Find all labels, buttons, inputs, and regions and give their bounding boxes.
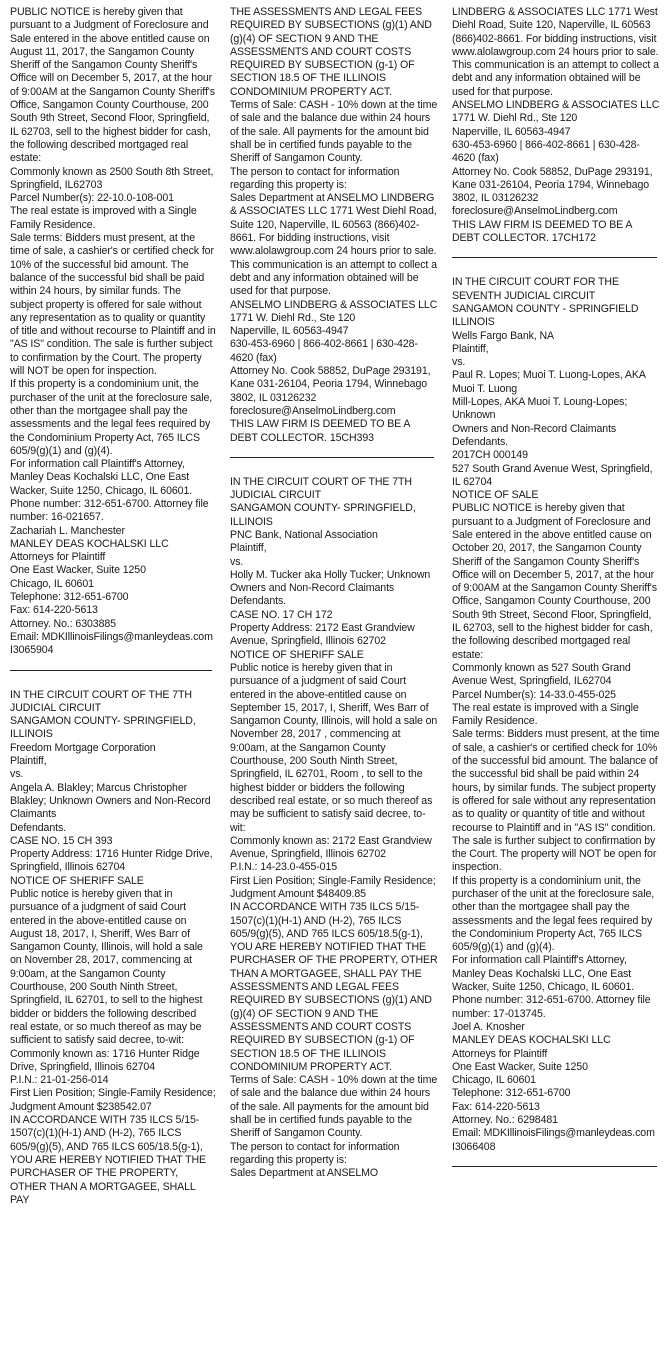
column-1 [0,0,222,1349]
notice-15ch393-continued: THE ASSESSMENTS AND LEGAL FEES REQUIRED BY SUBSECTIONS (g)(1) AND (g)(4) OF SECTION 9 AND THE ASSESSMENTS AND COURT COSTS REQUIRED BY SUBSECTION (g-1) OF SECTION 18.5 OF THE ILLINOIS CONDOMINIUM PROPERTY ACT. Terms of Sale: CASH - 10% down at the time of sale and the balance due within 24 hours of the sale. All payments for the amount bid shall be in certified funds payable to the Sheriff of Sangamon County. The person to contact for information regarding this property is: Sales Department at ANSELMO LINDBERG & ASSOCIATES LLC 1771 West Diehl Road, Suite 120, Naperville, IL 60563 (866)402-8661. For bidding instructions, visit www.alolawgroup.com 24 hours prior to sale. This communication is an attempt to collect a debt and any information obtained will be used for that purpose. ANSELMO LINDBERG & ASSOCIATES LLC 1771 W. Diehl Rd., Ste 120 Naperville, IL 60563-4947 630-453-6960 | 866-402-8661 | 630-428-4620 (fax) Attorney No. Cook 58852, DuPage 293191, Kane 031-26104, Peoria 1794, Winnebago 3802, IL 03126232 foreclosure@AnselmoLindberg.com THIS LAW FIRM IS DEEMED TO BE A DEBT COLLECTOR. 15CH393 [230,6,438,444]
notice-divider [10,670,212,671]
notice-2017ch000149: IN THE CIRCUIT COURT FOR THE SEVENTH JUDICIAL CIRCUIT SANGAMON COUNTY - SPRINGFIELD ILLINOIS Wells Fargo Bank, NA Plaintiff, vs. Paul R. Lopes; Muoi T. Luong-Lopes, AKA Muoi T. Luong Mill-Lopes, AKA Muoi T. Loung-Lopes; Unknown Owners and Non-Record Claimants Defendants. 2017CH 000149 527 South Grand Avenue West, Springfield, IL 62704 NOTICE OF SALE PUBLIC NOTICE is hereby given that pursuant to a Judgment of Foreclosure and Sale entered in the above entitled cause on October 20, 2017, the Sangamon County Sheriff of the Sangamon County Sheriff's Office will on December 5, 2017, at the hour of 9:00AM at the Sangamon County Sheriff's Office, Sangamon County Courthouse, 200 South 9th Street, Second Floor, Springfield, IL 62703, sell to the highest bidder for cash, the following described mortgaged real estate: Commonly known as 527 South Grand Avenue West, Springfield, IL62704 Parcel Number(s): 14-33.0-455-025 The real estate is improved with a Single Family Residence. Sale terms: Bidders must present, at the time of sale, a cashier's or certified check for 10% of the successful bid amount. The balance of the successful bid shall be paid within 24 hours, by similar funds. The subject property is offered for sale without any representation as to quality or quantity of title and without recourse to Plaintiff and in "AS IS" condition. The sale is further subject to confirmation by the Court. The property will NOT be open for inspection. If this property is a condominium unit, the purchaser of the unit at the foreclosure sale, other than the mortgagee shall pay the assessments and the legal fees required by the Condominium Property Act, 765 ILCS 605/9(g)(1) and (g)(4). For information call Plaintiff's Attorney, Manley Deas Kochalski LLC, One East Wacker, Suite 1250, Chicago, IL 60601. Phone number: 312-651-6700. Attorney file number: 17-013745. Joel A. Knosher MANLEY DEAS KOCHALSKI LLC Attorneys for Plaintiff One East Wacker, Suite 1250 Chicago, IL 60601 Telephone: 312-651-6700 Fax: 614-220-5613 Attorney. No.: 6298481 Email: MDKIllinoisFilings@manleydeas.com I3066408 [452,276,660,1153]
notice-divider [230,457,434,458]
notice-divider [452,257,657,258]
notice-17ch172-start: IN THE CIRCUIT COURT OF THE 7TH JUDICIAL CIRCUIT SANGAMON COUNTY- SPRINGFIELD, ILLINOIS PNC Bank, National Association Plaintiff, vs. Holly M. Tucker aka Holly Tucker; Unknown Owners and Non-Record Claimants Defendants. CASE NO. 17 CH 172 Property Address: 2172 East Grandview Avenue, Springfield, Illinois 62702 NOTICE OF SHERIFF SALE Public notice is hereby given that in pursuance of a judgment of said Court entered in the above-entitled cause on September 15, 2017, I, Sheriff, Wes Barr of Sangamon County, Illinois, will hold a sale on November 28, 2017 , commencing at 9:00am, at the Sangamon County Courthouse, 200 South Ninth Street, Springfield, IL 62701, Room , to sell to the highest bidder or bidders the following described real estate, or so much thereof as may be sufficient to satisfy said decree, to-wit: Commonly known as: 2172 East Grandview Avenue, Springfield, Illinois 62702 P.I.N.: 14-23.0-455-015 First Lien Position; Single-Family Residence; Judgment Amount $48409.85 IN ACCORDANCE WITH 735 ILCS 5/15-1507(c)(1)(H-1) AND (H-2), 765 ILCS 605/9(g)(5), AND 765 ILCS 605/18.5(g-1), YOU ARE HEREBY NOTIFIED THAT THE PURCHASER OF THE PROPERTY, OTHER THAN A MORTGAGEE, SHALL PAY THE ASSESSMENTS AND LEGAL FEES REQUIRED BY SUBSECTIONS (g)(1) AND (g)(4) OF SECTION 9 AND THE ASSESSMENTS AND COURT COSTS REQUIRED BY SUBSECTION (g-1) OF SECTION 18.5 OF THE ILLINOIS CONDOMINIUM PROPERTY ACT. Terms of Sale: CASH - 10% down at the time of sale and the balance due within 24 hours of the sale. All payments for the amount bid shall be in certified funds payable to the Sheriff of Sangamon County. The person to contact for information regarding this property is: Sales Department at ANSELMO [230,475,438,1180]
notice-foreclosure-2500-south-8th: PUBLIC NOTICE is hereby given that pursuant to a Judgment of Foreclosure and Sale entered in the above entitled cause on August 11, 2017, the Sangamon County Sheriff of the Sangamon County Sheriff's Office will on December 5, 2017, at the hour of 9:00AM at the Sangamon County Sheriff's Office, Sangamon County Courthouse, 200 South 9th Street, Second Floor, Springfield, IL 62703, sell to the highest bidder for cash, the following described mortgaged real estate: Commonly known as 2500 South 8th Street, Springfield, IL62703 Parcel Number(s): 22-10.0-108-001 The real estate is improved with a Single Family Residence. Sale terms: Bidders must present, at the time of sale, a cashier's or certified check for 10% of the successful bid amount. The balance of the successful bid shall be paid within 24 hours, by similar funds. The subject property is offered for sale without any representation as to quality or quantity of title and without recourse to Plaintiff and in "AS IS" condition. The sale is further subject to confirmation by the Court. The property will NOT be open for inspection. If this property is a condominium unit, the purchaser of the unit at the foreclosure sale, other than the mortgagee shall pay the assessments and the legal fees required by the Condominium Property Act, 765 ILCS 605/9(g)(1) and (g)(4). For information call Plaintiff's Attorney, Manley Deas Kochalski LLC, One East Wacker, Suite 1250, Chicago, IL 60601. Phone number: 312-651-6700. Attorney file number: 16-021657. Zachariah L. Manchester MANLEY DEAS KOCHALSKI LLC Attorneys for Plaintiff One East Wacker, Suite 1250 Chicago, IL 60601 Telephone: 312-651-6700 Fax: 614-220-5613 Attorney. No.: 6303885 Email: MDKIllinoisFilings@manleydeas.com I3065904 [10,6,216,657]
column-2 [222,0,444,1349]
notice-divider-bottom [452,1166,657,1167]
column-3 [444,0,667,1349]
notice-17ch172-continued: LINDBERG & ASSOCIATES LLC 1771 West Diehl Road, Suite 120, Naperville, IL 60563 (866)402-8661. For bidding instructions, visit www.alolawgroup.com 24 hours prior to sale. This communication is an attempt to collect a debt and any information obtained will be used for that purpose. ANSELMO LINDBERG & ASSOCIATES LLC 1771 W. Diehl Rd., Ste 120 Naperville, IL 60563-4947 630-453-6960 | 866-402-8661 | 630-428-4620 (fax) Attorney No. Cook 58852, DuPage 293191, Kane 031-26104, Peoria 1794, Winnebago 3802, IL 03126232 foreclosure@AnselmoLindberg.com THIS LAW FIRM IS DEEMED TO BE A DEBT COLLECTOR. 17CH172 [452,6,660,245]
notice-15ch393-start: IN THE CIRCUIT COURT OF THE 7TH JUDICIAL CIRCUIT SANGAMON COUNTY- SPRINGFIELD, ILLINOIS Freedom Mortgage Corporation Plaintiff, vs. Angela A. Blakley; Marcus Christopher Blakley; Unknown Owners and Non-Record Claimants Defendants. CASE NO. 15 CH 393 Property Address: 1716 Hunter Ridge Drive, Springfield, Illinois 62704 NOTICE OF SHERIFF SALE Public notice is hereby given that in pursuance of a judgment of said Court entered in the above-entitled cause on August 18, 2017, I, Sheriff, Wes Barr of Sangamon County, Illinois, will hold a sale on November 28, 2017, commencing at 9:00am, at the Sangamon County Courthouse, 200 South Ninth Street, Springfield, IL 62701, to sell to the highest bidder or bidders the following described real estate, or so much thereof as may be sufficient to satisfy said decree, to-wit: Commonly known as: 1716 Hunter Ridge Drive, Springfield, Illinois 62704 P.I.N.: 21-01-256-014 First Lien Position; Single-Family Residence; Judgment Amount $238542.07 IN ACCORDANCE WITH 735 ILCS 5/15-1507(c)(1)(H-1) AND (H-2), 765 ILCS 605/9(g)(5), AND 765 ILCS 605/18.5(g-1), YOU ARE HEREBY NOTIFIED THAT THE PURCHASER OF THE PROPERTY, OTHER THAN A MORTGAGEE, SHALL PAY [10,688,216,1206]
